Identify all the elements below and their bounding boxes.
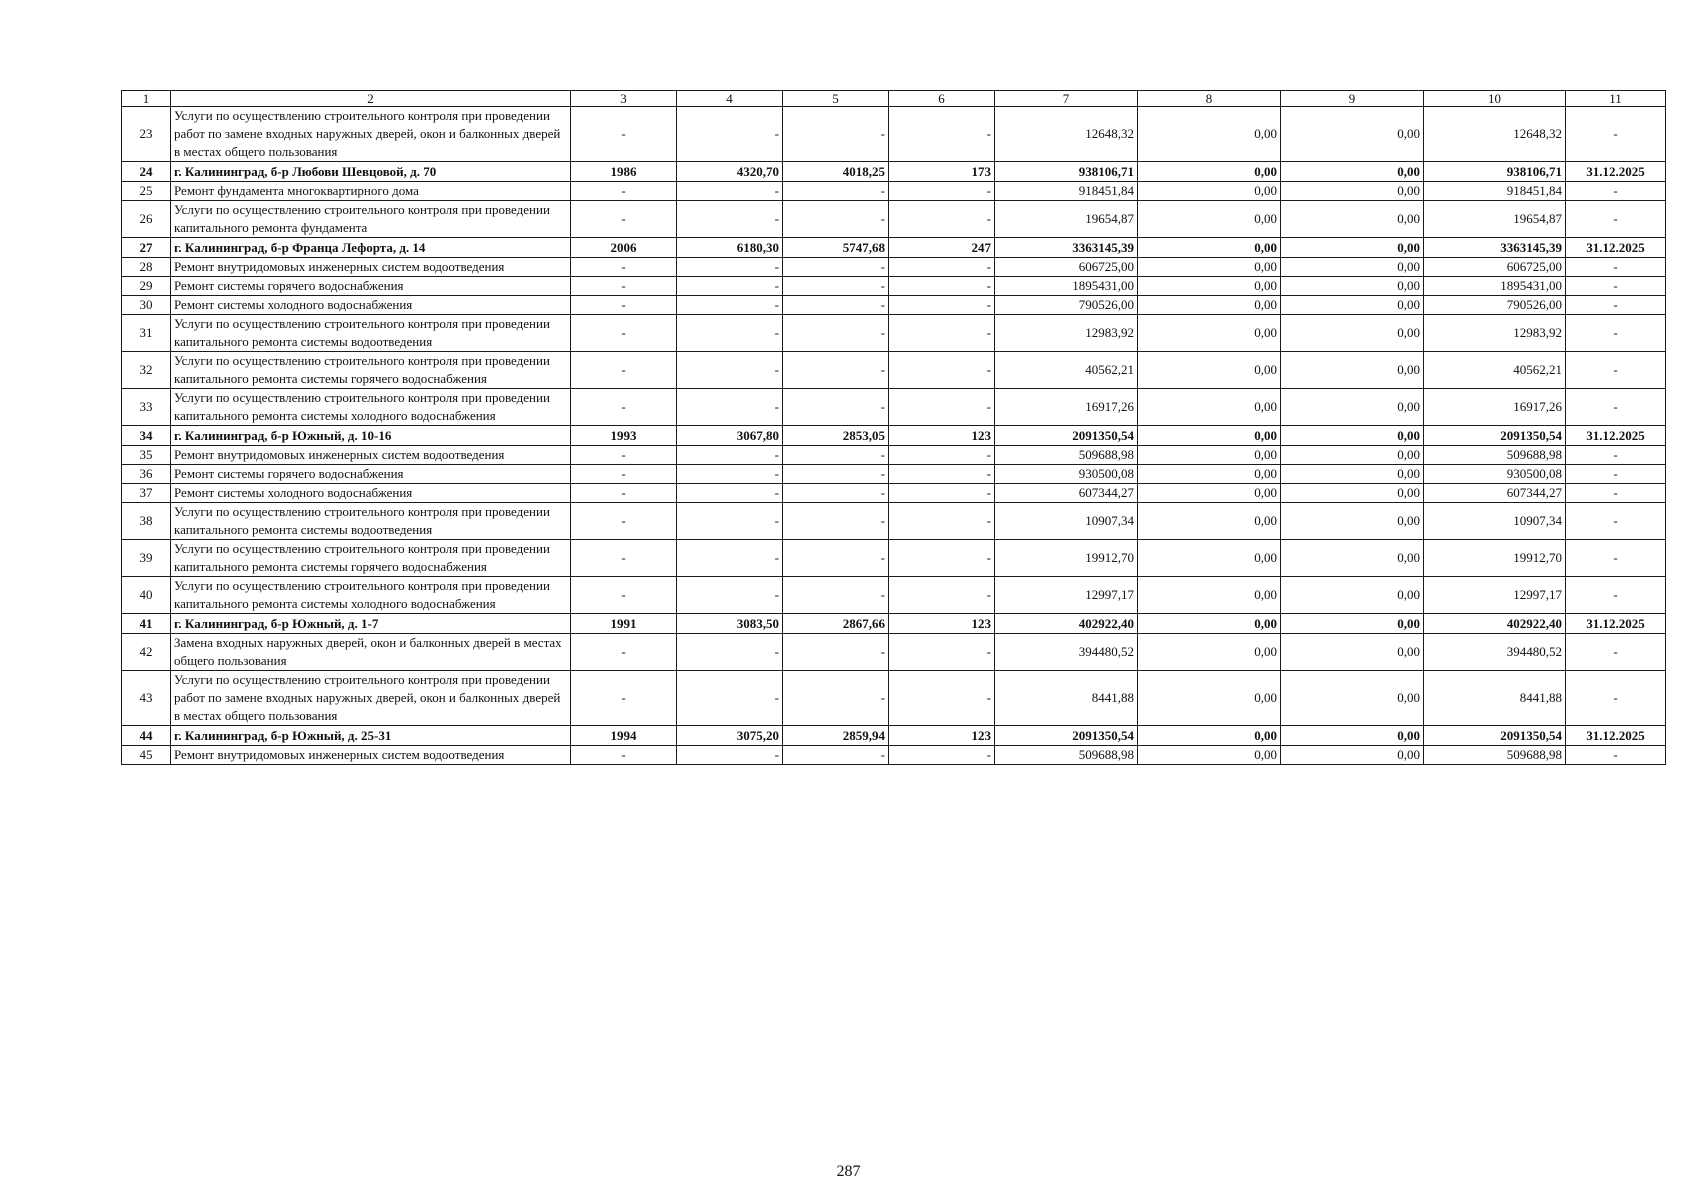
residential-area-cell: 2853,05 [783,426,889,446]
federal-funds-cell: 0,00 [1138,258,1281,277]
federal-funds-cell: 0,00 [1138,315,1281,352]
regional-funds-cell: 0,00 [1281,426,1424,446]
residential-area-cell: - [783,296,889,315]
total-cost-cell: 12983,92 [995,315,1138,352]
federal-funds-cell: 0,00 [1138,614,1281,634]
total-area-cell: - [677,446,783,465]
regional-funds-cell: 0,00 [1281,277,1424,296]
federal-funds-cell: 0,00 [1138,162,1281,182]
row-number-cell: 32 [122,352,171,389]
owner-funds-cell: 8441,88 [1424,671,1566,726]
completion-date-cell: - [1566,277,1666,296]
total-area-cell: - [677,540,783,577]
completion-date-cell: - [1566,634,1666,671]
work-row [122,465,1666,484]
federal-funds-cell: 0,00 [1138,277,1281,296]
owner-funds-cell: 12997,17 [1424,577,1566,614]
residents-count-cell: - [889,465,995,484]
regional-funds-cell: 0,00 [1281,238,1424,258]
residents-count-cell: - [889,746,995,765]
regional-funds-cell: 0,00 [1281,182,1424,201]
federal-funds-cell: 0,00 [1138,540,1281,577]
total-cost-cell: 402922,40 [995,614,1138,634]
completion-date-cell: - [1566,352,1666,389]
owner-funds-cell: 19912,70 [1424,540,1566,577]
total-cost-cell: 2091350,54 [995,426,1138,446]
completion-date-cell: - [1566,258,1666,277]
header-col-8: 8 [1138,91,1281,107]
total-cost-cell: 12648,32 [995,107,1138,162]
row-number-cell: 38 [122,503,171,540]
total-area-cell: 4320,70 [677,162,783,182]
work-description-cell: Замена входных наружных дверей, окон и балконных дверей в местах общего пользования [171,634,571,671]
residents-count-cell: - [889,484,995,503]
commissioning-year-cell: - [571,258,677,277]
federal-funds-cell: 0,00 [1138,503,1281,540]
residents-count-cell: - [889,446,995,465]
federal-funds-cell: 0,00 [1138,296,1281,315]
completion-date-cell: - [1566,577,1666,614]
federal-funds-cell: 0,00 [1138,426,1281,446]
commissioning-year-cell: - [571,577,677,614]
total-cost-cell: 509688,98 [995,746,1138,765]
completion-date-cell: - [1566,389,1666,426]
residential-area-cell: - [783,634,889,671]
completion-date-cell: - [1566,671,1666,726]
row-number-cell: 24 [122,162,171,182]
work-row [122,296,1666,315]
regional-funds-cell: 0,00 [1281,389,1424,426]
residents-count-cell: 173 [889,162,995,182]
regional-funds-cell: 0,00 [1281,614,1424,634]
work-row [122,671,1666,726]
completion-date-cell: 31.12.2025 [1566,726,1666,746]
address-row [122,614,1666,634]
owner-funds-cell: 10907,34 [1424,503,1566,540]
owner-funds-cell: 2091350,54 [1424,726,1566,746]
work-description-cell: Ремонт фундамента многоквартирного дома [171,182,571,201]
total-cost-cell: 3363145,39 [995,238,1138,258]
owner-funds-cell: 509688,98 [1424,746,1566,765]
commissioning-year-cell: - [571,352,677,389]
row-number-cell: 41 [122,614,171,634]
row-number-cell: 26 [122,201,171,238]
residential-area-cell: - [783,484,889,503]
owner-funds-cell: 930500,08 [1424,465,1566,484]
row-number-cell: 34 [122,426,171,446]
total-cost-cell: 12997,17 [995,577,1138,614]
federal-funds-cell: 0,00 [1138,446,1281,465]
total-area-cell: - [677,182,783,201]
work-row [122,503,1666,540]
total-area-cell: - [677,484,783,503]
regional-funds-cell: 0,00 [1281,201,1424,238]
total-cost-cell: 19654,87 [995,201,1138,238]
commissioning-year-cell: - [571,465,677,484]
total-area-cell: 6180,30 [677,238,783,258]
total-cost-cell: 2091350,54 [995,726,1138,746]
commissioning-year-cell: 2006 [571,238,677,258]
work-row [122,577,1666,614]
residential-area-cell: - [783,352,889,389]
commissioning-year-cell: - [571,484,677,503]
residents-count-cell: - [889,201,995,238]
commissioning-year-cell: - [571,389,677,426]
federal-funds-cell: 0,00 [1138,746,1281,765]
address-row [122,162,1666,182]
residents-count-cell: - [889,315,995,352]
header-col-5: 5 [783,91,889,107]
federal-funds-cell: 0,00 [1138,182,1281,201]
header-col-3: 3 [571,91,677,107]
address-row [122,426,1666,446]
work-row [122,746,1666,765]
work-description-cell: Услуги по осуществлению строительного контроля при проведении капитального ремонта системы холодного водоснабжения [171,577,571,614]
work-description-cell: г. Калининград, б-р Южный, д. 10-16 [171,426,571,446]
regional-funds-cell: 0,00 [1281,107,1424,162]
federal-funds-cell: 0,00 [1138,238,1281,258]
row-number-cell: 42 [122,634,171,671]
header-col-6: 6 [889,91,995,107]
completion-date-cell: 31.12.2025 [1566,238,1666,258]
total-cost-cell: 930500,08 [995,465,1138,484]
work-description-cell: г. Калининград, б-р Франца Лефорта, д. 14 [171,238,571,258]
federal-funds-cell: 0,00 [1138,352,1281,389]
residents-count-cell: - [889,577,995,614]
residential-area-cell: - [783,503,889,540]
work-description-cell: Услуги по осуществлению строительного контроля при проведении работ по замене входных наружных дверей, окон и балконных дверей в местах общего пользования [171,107,571,162]
total-area-cell: - [677,258,783,277]
capital-repair-table [121,90,1666,765]
work-description-cell: Услуги по осуществлению строительного контроля при проведении капитального ремонта системы холодного водоснабжения [171,389,571,426]
residential-area-cell: - [783,107,889,162]
residents-count-cell: - [889,503,995,540]
row-number-cell: 29 [122,277,171,296]
total-area-cell: - [677,107,783,162]
total-cost-cell: 918451,84 [995,182,1138,201]
completion-date-cell: - [1566,484,1666,503]
work-description-cell: Ремонт внутридомовых инженерных систем водоотведения [171,446,571,465]
residential-area-cell: - [783,577,889,614]
row-number-cell: 36 [122,465,171,484]
work-row [122,258,1666,277]
work-row [122,634,1666,671]
row-number-cell: 45 [122,746,171,765]
federal-funds-cell: 0,00 [1138,634,1281,671]
work-row [122,315,1666,352]
work-description-cell: Ремонт системы горячего водоснабжения [171,277,571,296]
regional-funds-cell: 0,00 [1281,258,1424,277]
completion-date-cell: - [1566,746,1666,765]
residents-count-cell: - [889,671,995,726]
row-number-cell: 35 [122,446,171,465]
total-area-cell: - [677,746,783,765]
federal-funds-cell: 0,00 [1138,726,1281,746]
residential-area-cell: 2867,66 [783,614,889,634]
total-cost-cell: 790526,00 [995,296,1138,315]
header-col-7: 7 [995,91,1138,107]
federal-funds-cell: 0,00 [1138,577,1281,614]
residents-count-cell: 123 [889,614,995,634]
residents-count-cell: - [889,296,995,315]
commissioning-year-cell: - [571,503,677,540]
row-number-cell: 37 [122,484,171,503]
commissioning-year-cell: - [571,315,677,352]
regional-funds-cell: 0,00 [1281,484,1424,503]
residents-count-cell: - [889,182,995,201]
work-row [122,182,1666,201]
work-description-cell: Услуги по осуществлению строительного контроля при проведении капитального ремонта системы горячего водоснабжения [171,540,571,577]
commissioning-year-cell: - [571,671,677,726]
header-col-9: 9 [1281,91,1424,107]
header-col-1: 1 [122,91,171,107]
commissioning-year-cell: - [571,107,677,162]
federal-funds-cell: 0,00 [1138,671,1281,726]
total-area-cell: - [677,634,783,671]
completion-date-cell: - [1566,540,1666,577]
owner-funds-cell: 40562,21 [1424,352,1566,389]
completion-date-cell: 31.12.2025 [1566,426,1666,446]
work-description-cell: Ремонт системы холодного водоснабжения [171,484,571,503]
total-cost-cell: 40562,21 [995,352,1138,389]
work-row [122,446,1666,465]
federal-funds-cell: 0,00 [1138,484,1281,503]
total-cost-cell: 16917,26 [995,389,1138,426]
residents-count-cell: 123 [889,726,995,746]
work-row [122,201,1666,238]
total-cost-cell: 19912,70 [995,540,1138,577]
owner-funds-cell: 918451,84 [1424,182,1566,201]
residential-area-cell: - [783,746,889,765]
commissioning-year-cell: 1986 [571,162,677,182]
commissioning-year-cell: - [571,201,677,238]
owner-funds-cell: 19654,87 [1424,201,1566,238]
owner-funds-cell: 16917,26 [1424,389,1566,426]
residents-count-cell: 247 [889,238,995,258]
work-row [122,540,1666,577]
residents-count-cell: - [889,107,995,162]
residents-count-cell: - [889,352,995,389]
work-description-cell: Ремонт системы горячего водоснабжения [171,465,571,484]
regional-funds-cell: 0,00 [1281,315,1424,352]
owner-funds-cell: 509688,98 [1424,446,1566,465]
completion-date-cell: - [1566,296,1666,315]
total-cost-cell: 509688,98 [995,446,1138,465]
work-description-cell: Услуги по осуществлению строительного контроля при проведении капитального ремонта системы водоотведения [171,315,571,352]
row-number-cell: 23 [122,107,171,162]
residents-count-cell: 123 [889,426,995,446]
residential-area-cell: 4018,25 [783,162,889,182]
completion-date-cell: - [1566,503,1666,540]
row-number-cell: 28 [122,258,171,277]
residential-area-cell: - [783,277,889,296]
work-row [122,352,1666,389]
owner-funds-cell: 402922,40 [1424,614,1566,634]
commissioning-year-cell: - [571,634,677,671]
total-area-cell: - [677,503,783,540]
commissioning-year-cell: - [571,446,677,465]
header-col-11: 11 [1566,91,1666,107]
total-area-cell: - [677,671,783,726]
page-number: 287 [836,1163,861,1180]
owner-funds-cell: 606725,00 [1424,258,1566,277]
federal-funds-cell: 0,00 [1138,201,1281,238]
regional-funds-cell: 0,00 [1281,296,1424,315]
work-description-cell: г. Калининград, б-р Любови Шевцовой, д. 70 [171,162,571,182]
total-area-cell: - [677,352,783,389]
total-area-cell: - [677,389,783,426]
commissioning-year-cell: 1994 [571,726,677,746]
total-cost-cell: 8441,88 [995,671,1138,726]
total-area-cell: - [677,277,783,296]
regional-funds-cell: 0,00 [1281,465,1424,484]
row-number-cell: 39 [122,540,171,577]
header-col-4: 4 [677,91,783,107]
regional-funds-cell: 0,00 [1281,446,1424,465]
completion-date-cell: - [1566,465,1666,484]
owner-funds-cell: 1895431,00 [1424,277,1566,296]
regional-funds-cell: 0,00 [1281,726,1424,746]
owner-funds-cell: 12983,92 [1424,315,1566,352]
completion-date-cell: - [1566,315,1666,352]
total-cost-cell: 607344,27 [995,484,1138,503]
owner-funds-cell: 12648,32 [1424,107,1566,162]
work-description-cell: Ремонт системы холодного водоснабжения [171,296,571,315]
header-col-10: 10 [1424,91,1566,107]
total-area-cell: - [677,201,783,238]
commissioning-year-cell: 1991 [571,614,677,634]
owner-funds-cell: 394480,52 [1424,634,1566,671]
total-cost-cell: 10907,34 [995,503,1138,540]
residential-area-cell: - [783,315,889,352]
completion-date-cell: - [1566,107,1666,162]
federal-funds-cell: 0,00 [1138,389,1281,426]
completion-date-cell: - [1566,201,1666,238]
residential-area-cell: 2859,94 [783,726,889,746]
address-row [122,726,1666,746]
completion-date-cell: - [1566,182,1666,201]
row-number-cell: 40 [122,577,171,614]
row-number-cell: 27 [122,238,171,258]
residential-area-cell: - [783,258,889,277]
total-area-cell: - [677,296,783,315]
owner-funds-cell: 607344,27 [1424,484,1566,503]
work-row [122,484,1666,503]
residential-area-cell: - [783,446,889,465]
regional-funds-cell: 0,00 [1281,540,1424,577]
completion-date-cell: 31.12.2025 [1566,614,1666,634]
commissioning-year-cell: - [571,746,677,765]
row-number-cell: 33 [122,389,171,426]
commissioning-year-cell: - [571,277,677,296]
total-area-cell: - [677,315,783,352]
regional-funds-cell: 0,00 [1281,577,1424,614]
row-number-cell: 31 [122,315,171,352]
commissioning-year-cell: - [571,540,677,577]
completion-date-cell: 31.12.2025 [1566,162,1666,182]
residential-area-cell: 5747,68 [783,238,889,258]
regional-funds-cell: 0,00 [1281,746,1424,765]
owner-funds-cell: 938106,71 [1424,162,1566,182]
work-description-cell: г. Калининград, б-р Южный, д. 1-7 [171,614,571,634]
total-area-cell: 3067,80 [677,426,783,446]
residential-area-cell: - [783,201,889,238]
commissioning-year-cell: 1993 [571,426,677,446]
work-description-cell: г. Калининград, б-р Южный, д. 25-31 [171,726,571,746]
row-number-cell: 25 [122,182,171,201]
work-description-cell: Услуги по осуществлению строительного контроля при проведении капитального ремонта системы горячего водоснабжения [171,352,571,389]
residential-area-cell: - [783,671,889,726]
work-row [122,277,1666,296]
residential-area-cell: - [783,182,889,201]
regional-funds-cell: 0,00 [1281,634,1424,671]
total-cost-cell: 1895431,00 [995,277,1138,296]
total-cost-cell: 938106,71 [995,162,1138,182]
federal-funds-cell: 0,00 [1138,107,1281,162]
total-cost-cell: 394480,52 [995,634,1138,671]
federal-funds-cell: 0,00 [1138,465,1281,484]
row-number-cell: 30 [122,296,171,315]
completion-date-cell: - [1566,446,1666,465]
work-description-cell: Услуги по осуществлению строительного контроля при проведении капитального ремонта фундамента [171,201,571,238]
residential-area-cell: - [783,389,889,426]
row-number-cell: 43 [122,671,171,726]
commissioning-year-cell: - [571,182,677,201]
owner-funds-cell: 3363145,39 [1424,238,1566,258]
owner-funds-cell: 2091350,54 [1424,426,1566,446]
work-description-cell: Ремонт внутридомовых инженерных систем водоотведения [171,746,571,765]
residents-count-cell: - [889,389,995,426]
total-area-cell: - [677,465,783,484]
total-cost-cell: 606725,00 [995,258,1138,277]
residents-count-cell: - [889,634,995,671]
residential-area-cell: - [783,540,889,577]
regional-funds-cell: 0,00 [1281,162,1424,182]
work-description-cell: Услуги по осуществлению строительного контроля при проведении работ по замене входных наружных дверей, окон и балконных дверей в местах общего пользования [171,671,571,726]
work-description-cell: Ремонт внутридомовых инженерных систем водоотведения [171,258,571,277]
column-number-header-row [122,91,1666,107]
residents-count-cell: - [889,540,995,577]
total-area-cell: 3083,50 [677,614,783,634]
total-area-cell: - [677,577,783,614]
regional-funds-cell: 0,00 [1281,671,1424,726]
total-area-cell: 3075,20 [677,726,783,746]
residential-area-cell: - [783,465,889,484]
work-row [122,107,1666,162]
row-number-cell: 44 [122,726,171,746]
residents-count-cell: - [889,277,995,296]
regional-funds-cell: 0,00 [1281,503,1424,540]
commissioning-year-cell: - [571,296,677,315]
regional-funds-cell: 0,00 [1281,352,1424,389]
work-row [122,389,1666,426]
address-row [122,238,1666,258]
header-col-2: 2 [171,91,571,107]
owner-funds-cell: 790526,00 [1424,296,1566,315]
work-description-cell: Услуги по осуществлению строительного контроля при проведении капитального ремонта системы водоотведения [171,503,571,540]
residents-count-cell: - [889,258,995,277]
